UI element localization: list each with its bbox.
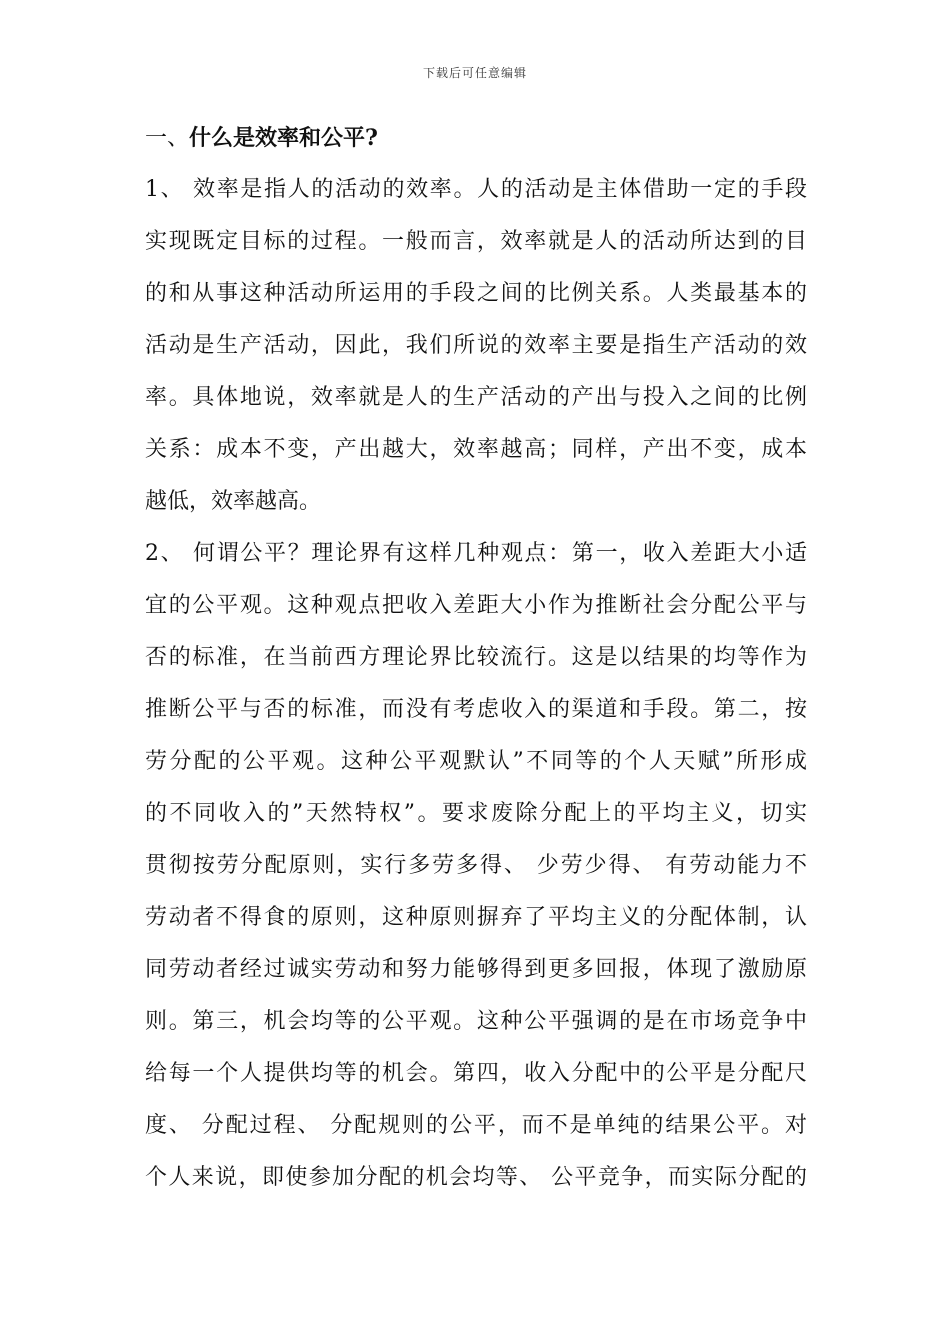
paragraph-line: 推断公平与否的标准，而没有考虑收入的渠道和手段。第二，按 bbox=[145, 697, 807, 722]
paragraph-line: 个人来说，即使参加分配的机会均等、 公平竞争，而实际分配的 bbox=[145, 1165, 807, 1190]
paragraph-line: 的和从事这种活动所运用的手段之间的比例关系。人类最基本的 bbox=[145, 281, 807, 306]
paragraph-line: 实现既定目标的过程。一般而言，效率就是人的活动所达到的目 bbox=[145, 229, 807, 254]
paragraph-line: 劳动者不得食的原则，这种原则摒弃了平均主义的分配体制，认 bbox=[145, 905, 807, 930]
document-body bbox=[145, 112, 807, 1204]
paragraph-line: 度、 分配过程、 分配规则的公平，而不是单纯的结果公平。对 bbox=[145, 1113, 807, 1138]
section-number: 一、 bbox=[145, 126, 190, 151]
section-heading bbox=[145, 112, 807, 164]
paragraph-line: 活动是生产活动，因此，我们所说的效率主要是指生产活动的效 bbox=[145, 333, 807, 358]
paragraph-line: 越低，效率越高。 bbox=[145, 489, 322, 514]
paragraph-line: 给每一个人提供均等的机会。第四，收入分配中的公平是分配尺 bbox=[145, 1061, 807, 1086]
paragraph-line: 率。具体地说，效率就是人的生产活动的产出与投入之间的比例 bbox=[145, 385, 807, 410]
paragraph-line: 同劳动者经过诚实劳动和努力能够得到更多回报，体现了激励原 bbox=[145, 957, 807, 982]
paragraph-fairness bbox=[145, 528, 807, 1204]
page-header-note: 下载后可任意编辑 bbox=[422, 66, 527, 80]
paragraph-line: 关系：成本不变，产出越大，效率越高；同样，产出不变，成本 bbox=[145, 437, 807, 462]
paragraph-line: 宜的公平观。这种观点把收入差距大小作为推断社会分配公平与 bbox=[145, 593, 807, 618]
paragraph-line: 2、 何谓公平？理论界有这样几种观点：第一，收入差距大小适 bbox=[145, 541, 807, 566]
paragraph-line: 否的标准，在当前西方理论界比较流行。这是以结果的均等作为 bbox=[145, 645, 807, 670]
section-title: 什么是效率和公平? bbox=[189, 125, 378, 151]
paragraph-line: 1、 效率是指人的活动的效率。人的活动是主体借助一定的手段 bbox=[145, 177, 807, 202]
paragraph-efficiency bbox=[145, 164, 807, 528]
paragraph-line: 则。第三，机会均等的公平观。这种公平强调的是在市场竞争中 bbox=[145, 1009, 807, 1034]
paragraph-line: 劳分配的公平观。这种公平观默认”不同等的个人天赋”所形成 bbox=[145, 749, 807, 774]
paragraph-line: 贯彻按劳分配原则，实行多劳多得、 少劳少得、 有劳动能力不 bbox=[145, 853, 807, 878]
paragraph-line: 的不同收入的”天然特权”。要求废除分配上的平均主义，切实 bbox=[145, 801, 807, 826]
